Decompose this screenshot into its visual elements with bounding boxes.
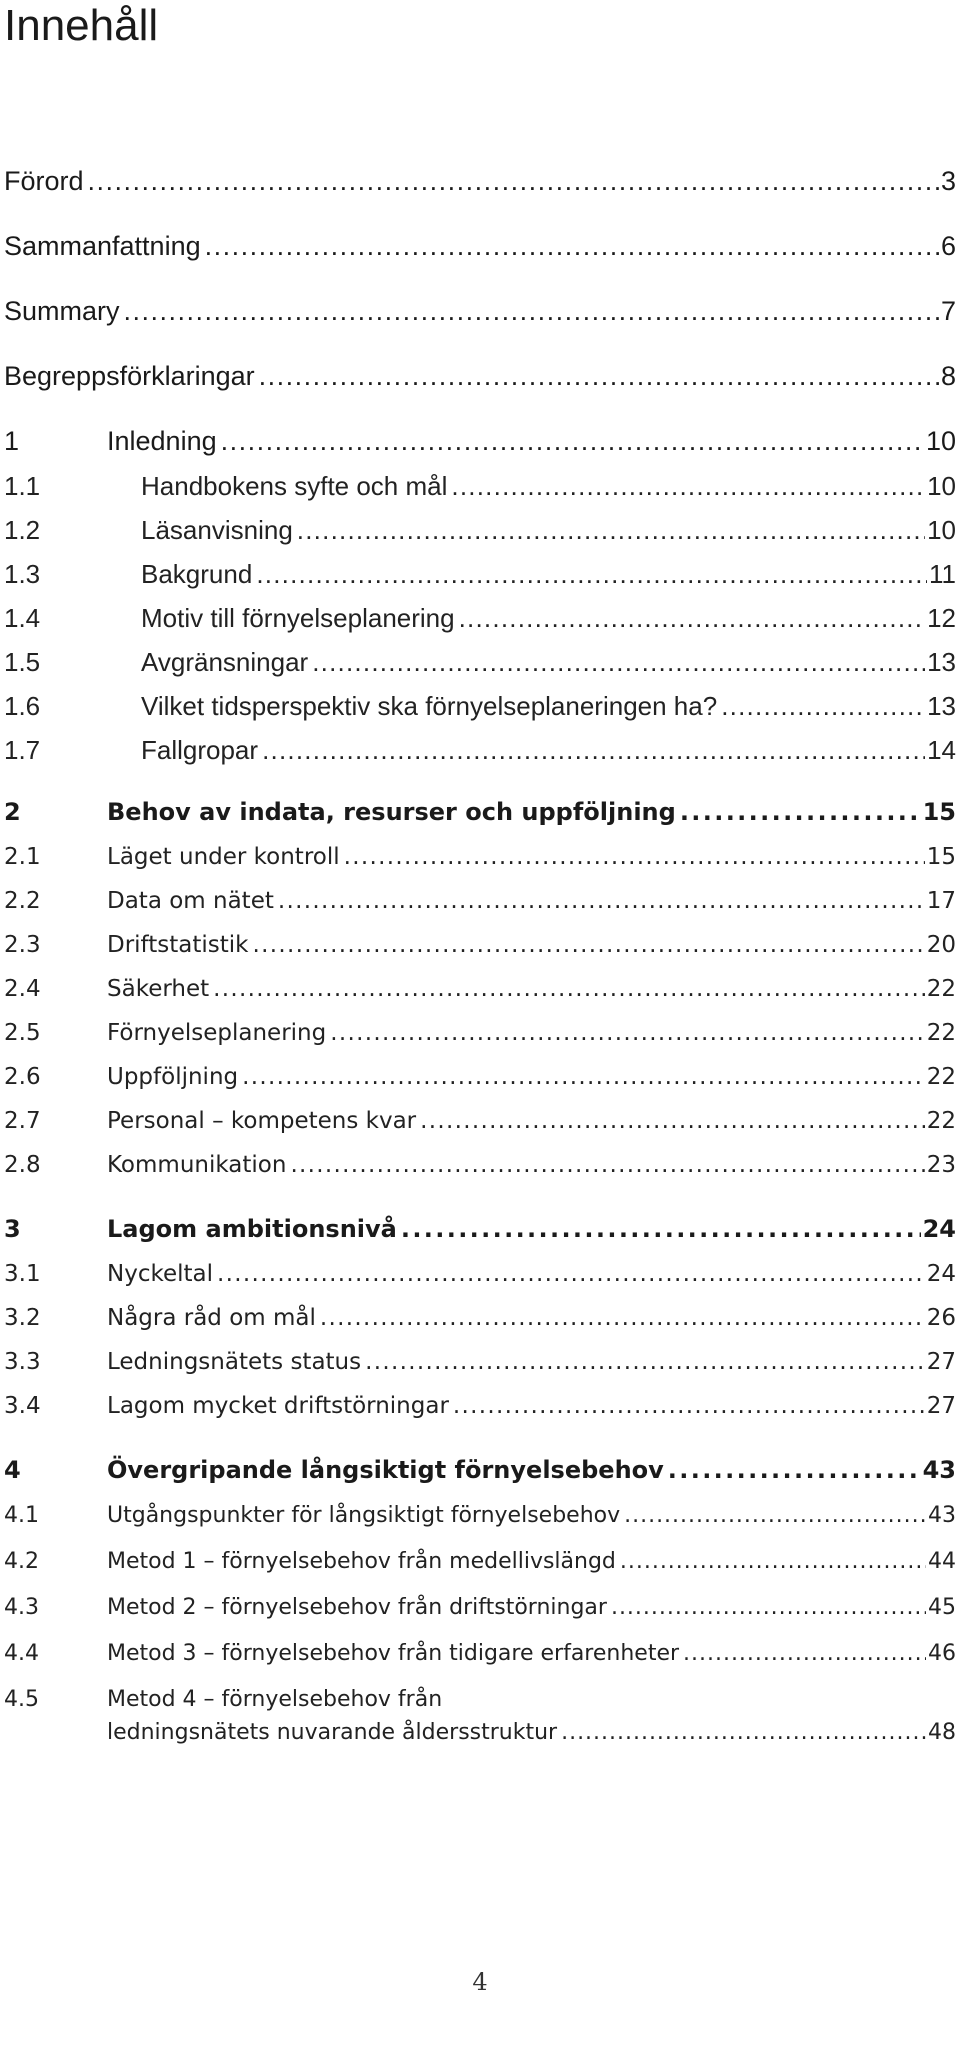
toc-section-4-2[interactable] <box>4 1549 956 1574</box>
toc-page: 22 <box>926 1020 956 1046</box>
toc-page: 3 <box>940 166 956 196</box>
toc-leader <box>242 1064 925 1090</box>
toc-page: 13 <box>927 647 956 677</box>
toc-label: Metod 4 – förnyelsebehov från <box>107 1687 443 1712</box>
toc-entry-sammanfattning[interactable] <box>4 231 956 262</box>
toc-label: Driftstatistik <box>107 932 249 958</box>
toc-section-2-7[interactable] <box>4 1108 956 1134</box>
toc-section-2-1[interactable] <box>4 844 956 870</box>
toc-leader <box>401 1215 921 1243</box>
toc-label: Läsanvisning <box>141 515 293 545</box>
toc-number: 2.8 <box>4 1152 41 1178</box>
toc-page: 27 <box>926 1393 956 1419</box>
toc-leader <box>217 1261 925 1287</box>
toc-number: 2.2 <box>4 888 41 914</box>
toc-section-2-6[interactable] <box>4 1064 956 1090</box>
toc-number: 3.4 <box>4 1393 41 1419</box>
toc-number: 4.4 <box>4 1641 39 1666</box>
toc-leader <box>344 844 925 870</box>
toc-section-1-2[interactable] <box>4 515 956 546</box>
toc-leader <box>320 1305 925 1331</box>
toc-label: Förnyelseplanering <box>107 1020 327 1046</box>
toc-leader <box>721 691 925 722</box>
toc-page: 11 <box>929 559 956 589</box>
toc-label: Avgränsningar <box>141 647 309 677</box>
toc-entry-forord[interactable] <box>4 166 956 197</box>
toc-leader <box>451 471 925 502</box>
toc-leader <box>124 296 939 327</box>
toc-number: 2.7 <box>4 1108 41 1134</box>
toc-number: 3.2 <box>4 1305 41 1331</box>
page-title: Innehåll <box>4 1 159 50</box>
toc-label: Nyckeltal <box>107 1261 214 1287</box>
toc-label: Metod 3 – förnyelsebehov från tidigare erfarenheter <box>107 1641 680 1666</box>
toc-leader <box>683 1641 926 1666</box>
page-number: 4 <box>472 1968 488 1996</box>
toc-leader <box>624 1503 926 1528</box>
toc-leader <box>365 1349 925 1375</box>
toc-page: 15 <box>926 844 956 870</box>
toc-section-3-3[interactable] <box>4 1349 956 1375</box>
toc-chapter-4[interactable] <box>4 1456 956 1484</box>
toc-leader <box>453 1393 925 1419</box>
toc-number: 1.6 <box>4 691 41 721</box>
toc-number: 2.1 <box>4 844 41 870</box>
toc-section-4-1[interactable] <box>4 1503 956 1528</box>
toc-page: 17 <box>926 888 956 914</box>
toc-page: 22 <box>926 976 956 1002</box>
toc-leader <box>278 888 925 914</box>
toc-page: 48 <box>928 1720 956 1745</box>
toc-label: Ledningsnätets status <box>107 1349 362 1375</box>
toc-number: 1.4 <box>4 603 41 633</box>
toc-label: Utgångspunkter för långsiktigt förnyelsebehov <box>107 1503 621 1528</box>
toc-label: Lagom mycket driftstörningar <box>107 1393 449 1419</box>
toc-leader <box>259 361 939 392</box>
toc-number: 1.7 <box>4 735 41 765</box>
toc-number: 4.1 <box>4 1503 39 1528</box>
toc-section-1-3[interactable] <box>4 559 956 590</box>
toc-section-1-6[interactable] <box>4 691 956 722</box>
toc-label: Bakgrund <box>141 559 253 589</box>
toc-section-2-3[interactable] <box>4 932 956 958</box>
toc-page: 26 <box>926 1305 956 1331</box>
toc-number: 2.3 <box>4 932 41 958</box>
toc-chapter-2[interactable] <box>4 798 956 826</box>
toc-page: 15 <box>922 798 956 826</box>
toc-label: Inledning <box>107 426 217 456</box>
toc-section-1-7[interactable] <box>4 735 956 766</box>
toc-number: 1.1 <box>4 471 41 501</box>
toc-number: 1.2 <box>4 515 41 545</box>
toc-page: 22 <box>926 1064 956 1090</box>
toc-page: 10 <box>925 426 956 456</box>
toc-section-1-1[interactable] <box>4 471 956 502</box>
toc-leader <box>205 231 939 262</box>
toc-chapter-3[interactable] <box>4 1215 956 1243</box>
toc-number: 4.2 <box>4 1549 39 1574</box>
toc-label: Handbokens syfte och mål <box>141 471 448 501</box>
toc-label: Motiv till förnyelseplanering <box>141 603 455 633</box>
toc-leader <box>420 1108 925 1134</box>
toc-page: 43 <box>928 1503 956 1528</box>
toc-number: 2.4 <box>4 976 41 1002</box>
toc-section-3-4[interactable] <box>4 1393 956 1419</box>
toc-label: Vilket tidsperspektiv ska förnyelseplaneringen ha? <box>141 691 718 721</box>
toc-leader <box>330 1020 924 1046</box>
toc-label: Sammanfattning <box>4 231 201 261</box>
toc-label: Metod 1 – förnyelsebehov från medellivslängd <box>107 1549 616 1574</box>
toc-section-2-4[interactable] <box>4 976 956 1002</box>
toc-page: 44 <box>928 1549 956 1574</box>
toc-leader <box>312 647 925 678</box>
toc-page: 24 <box>922 1215 956 1243</box>
toc-label: Några råd om mål <box>107 1305 316 1331</box>
toc-leader <box>88 166 939 197</box>
toc-leader <box>262 735 925 766</box>
toc-page: 22 <box>926 1108 956 1134</box>
toc-page: 7 <box>940 296 956 326</box>
toc-leader <box>297 515 925 546</box>
toc-section-4-5[interactable] <box>4 1687 956 1745</box>
toc-label: Säkerhet <box>107 976 210 1002</box>
toc-page: 8 <box>940 361 956 391</box>
toc-label: Summary <box>4 296 120 326</box>
toc-label: Metod 2 – förnyelsebehov från driftstörningar <box>107 1595 607 1620</box>
toc-leader <box>620 1549 926 1574</box>
toc-entry-summary[interactable] <box>4 296 956 327</box>
toc-leader <box>668 1456 921 1484</box>
toc-leader <box>680 798 921 826</box>
toc-page: 46 <box>928 1641 956 1666</box>
toc-number: 4 <box>4 1456 21 1484</box>
toc-label: Personal – kompetens kvar <box>107 1108 417 1134</box>
toc-entry-begreppsforklaringar[interactable] <box>4 361 956 392</box>
toc-page: 13 <box>927 691 956 721</box>
toc-leader <box>213 976 925 1002</box>
toc-section-2-5[interactable] <box>4 1020 956 1046</box>
toc-leader <box>256 559 927 590</box>
toc-number: 1 <box>4 426 20 456</box>
toc-leader <box>459 603 925 634</box>
toc-page: 24 <box>926 1261 956 1287</box>
toc-page: 20 <box>926 932 956 958</box>
toc-page: 12 <box>927 603 956 633</box>
toc-chapter-1[interactable] <box>4 426 956 457</box>
toc-number: 3.1 <box>4 1261 41 1287</box>
toc-leader <box>290 1152 924 1178</box>
toc-leader <box>561 1720 926 1745</box>
toc-number: 4.5 <box>4 1687 39 1712</box>
toc-label: Lagom ambitionsnivå <box>107 1215 397 1243</box>
toc-section-2-8[interactable] <box>4 1152 956 1178</box>
toc-label: Läget under kontroll <box>107 844 340 870</box>
toc-label: Uppföljning <box>107 1064 239 1090</box>
toc-number: 2 <box>4 798 21 826</box>
toc-label: Data om nätet <box>107 888 274 914</box>
toc-section-3-1[interactable] <box>4 1261 956 1287</box>
toc-page: 6 <box>940 231 956 261</box>
toc-label-continued: ledningsnätets nuvarande åldersstruktur <box>107 1720 558 1745</box>
toc-number: 4.3 <box>4 1595 39 1620</box>
toc-label: Förord <box>4 166 84 196</box>
toc-number: 1.3 <box>4 559 41 589</box>
toc-number: 1.5 <box>4 647 41 677</box>
toc-label: Kommunikation <box>107 1152 287 1178</box>
toc-number: 3.3 <box>4 1349 41 1375</box>
toc-page: 10 <box>927 471 956 501</box>
toc-section-4-3[interactable] <box>4 1595 956 1620</box>
toc-label: Begreppsförklaringar <box>4 361 255 391</box>
toc-section-3-2[interactable] <box>4 1305 956 1331</box>
toc-page: 45 <box>928 1595 956 1620</box>
toc-page: 23 <box>926 1152 956 1178</box>
toc-number: 2.5 <box>4 1020 41 1046</box>
toc-label: Behov av indata, resurser och uppföljning <box>107 798 676 826</box>
toc-section-4-4[interactable] <box>4 1641 956 1666</box>
toc-leader <box>252 932 924 958</box>
toc-section-2-2[interactable] <box>4 888 956 914</box>
toc-page: 10 <box>927 515 956 545</box>
toc-leader <box>611 1595 926 1620</box>
toc-number: 3 <box>4 1215 21 1243</box>
toc-number: 2.6 <box>4 1064 41 1090</box>
toc-label: Fallgropar <box>141 735 259 765</box>
toc-page: 27 <box>926 1349 956 1375</box>
toc-section-1-4[interactable] <box>4 603 956 634</box>
toc-leader <box>221 426 924 457</box>
toc-section-1-5[interactable] <box>4 647 956 678</box>
toc-label: Övergripande långsiktigt förnyelsebehov <box>107 1456 664 1484</box>
toc-page: 14 <box>927 735 956 765</box>
toc-page: 43 <box>922 1456 956 1484</box>
